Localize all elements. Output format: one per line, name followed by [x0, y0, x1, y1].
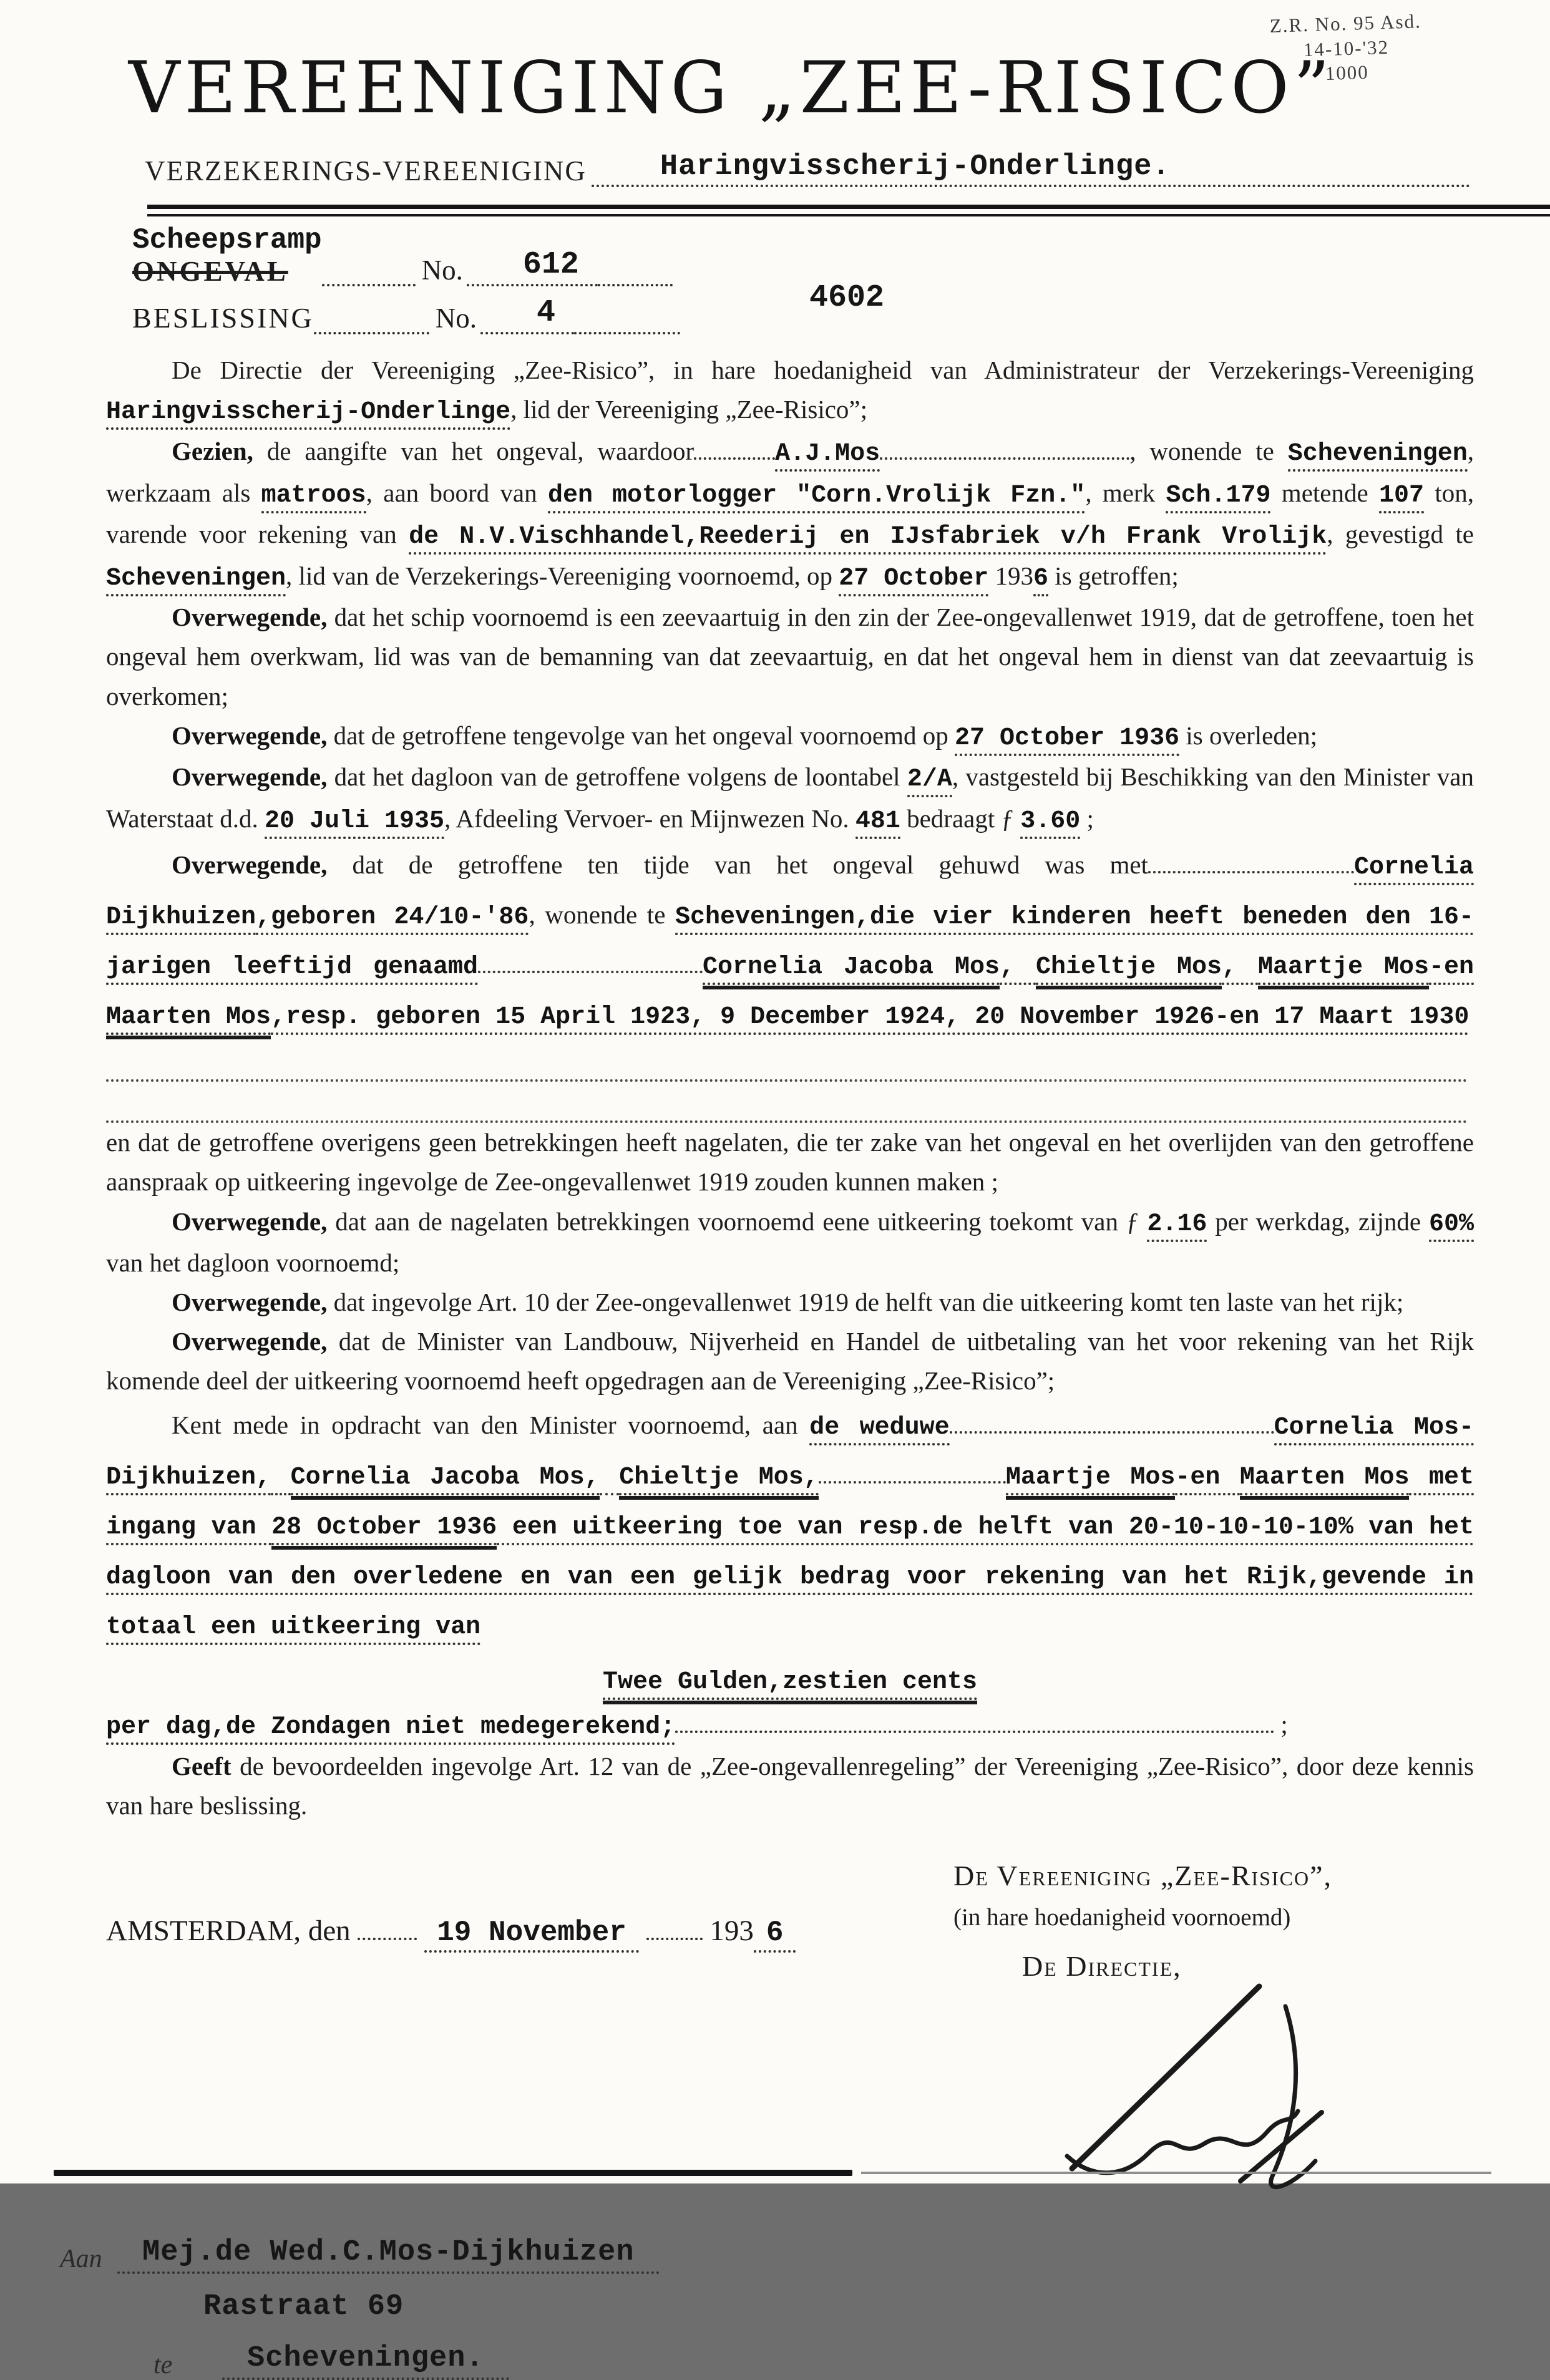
dotted-fill — [646, 1914, 703, 1940]
printed-text-bold: Overwegende, — [172, 603, 328, 632]
para-gezien — [106, 432, 1474, 598]
typed-text: 60% — [1429, 1210, 1474, 1242]
organisation-row — [145, 150, 1470, 187]
printed-text: dat de getroffene tengevolge van het ongeval voornoemd op — [327, 721, 955, 750]
case-type — [132, 225, 322, 286]
place-label: AMSTERDAM, den — [106, 1914, 351, 1947]
dotted-fill — [598, 276, 673, 286]
printed-text: dat het dagloon van de getroffene volgens de loontabel — [327, 762, 907, 792]
para-overwegende-minister — [106, 1322, 1474, 1401]
printed-text: , vastgesteld bij Beschikking van den Minister van Waterstaat d.d. — [106, 762, 1474, 833]
printed-text: , lid van de Verzekerings-Vereeniging voornoemd, op — [286, 561, 839, 590]
date-typed: 19 November — [424, 1916, 639, 1953]
para-per-dag — [106, 1705, 1474, 1747]
typed-text: -en — [1429, 953, 1474, 985]
printed-text-bold: Geeft — [172, 1751, 232, 1780]
typed-text: A.J.Mos — [775, 440, 880, 472]
typed-text: 3.60 — [1020, 807, 1080, 839]
printed-text-bold: Gezien, — [172, 436, 253, 465]
printed-text: , Afdeeling Vervoer- en Mijnwezen No. — [444, 804, 855, 833]
typed-text: matroos — [261, 482, 366, 513]
printed-text: ; — [1080, 804, 1094, 833]
case-block — [132, 225, 1470, 334]
printed-text: dat aan de nagelaten betrekkingen voornoemd eene uitkeering toekomt van ƒ — [327, 1207, 1148, 1236]
dotted-blank — [880, 438, 1129, 460]
stamp-line: 14-10-'32 — [1303, 36, 1390, 61]
stamp-line: Z.R. No. 95 Asd. — [1269, 10, 1422, 37]
printed-text: per werkdag, zijnde — [1207, 1207, 1429, 1236]
printed-text: , merk — [1085, 478, 1166, 507]
para-overwegende-gehuwd — [106, 841, 1474, 1041]
printed-text: dat de getroffene ten tijde van het ongeval gehuwd was met — [327, 850, 1148, 879]
printed-text: De Directie der Vereeniging „Zee-Risico”, in hare hoedanigheid van Administrateur der Verzekerings-Vereeniging — [172, 356, 1474, 385]
street: Rastraat 69 — [203, 2290, 404, 2324]
typed-text-underlined: Cornelia Mos-Dijkhuizen, — [106, 1414, 1474, 1495]
decision-number: 4 — [536, 295, 555, 331]
printed-text: dat de Minister van Landbouw, Nijverheid en Handel de uitbetaling van het voor rekening van het Rijk komende deel der uitkeering voornoemd heeft opgedragen aan de Vereeniging „Zee-Risico”; — [106, 1327, 1474, 1396]
address-row — [60, 2342, 1550, 2380]
typed-text-underlined: Cornelia Jacoba Mos, — [291, 1464, 600, 1495]
case-number: 612 — [522, 247, 579, 283]
addressee-line — [117, 2236, 660, 2274]
street-line — [178, 2290, 429, 2326]
case-type-struck-word: ONGEVAL — [132, 255, 288, 287]
typed-text: 20 Juli 1935 — [265, 807, 444, 839]
decision-number-line — [480, 295, 574, 334]
city: Scheveningen. — [247, 2342, 484, 2376]
dotted-fill — [358, 1914, 417, 1940]
para-overwegende-uitkeering — [106, 1202, 1474, 1283]
year-printed: 193 — [709, 1914, 754, 1947]
typed-text: een uitkeering toe van resp.de helft van 20-10-10-10-10% van het dagloon van den overledene en van een gelijk bedrag voor rekening van het Rijk,gevende in totaal een uitkeering van — [106, 1513, 1474, 1645]
printers-stamp — [1269, 9, 1423, 88]
typed-text: ,resp. geboren 15 April 1923, 9 December 1924, 20 November 1926-en 17 Maart 1930 — [271, 1003, 1469, 1035]
typed-text: 107 — [1379, 482, 1424, 513]
address-row — [60, 2236, 1550, 2274]
printed-text: , lid der Vereeniging „Zee-Risico”; — [510, 395, 868, 424]
para-directie — [106, 351, 1474, 432]
decision-label: BESLISSING — [132, 302, 314, 334]
typed-text: met ingang van — [106, 1464, 1474, 1545]
typed-text-underlined: Cornelia Jacoba Mos — [703, 953, 1000, 985]
case-type-typed: Scheepsramp — [132, 224, 322, 256]
typed-text: 2/A — [907, 765, 952, 797]
year-typed: 6 — [754, 1916, 796, 1953]
scan-artifact-bar-light — [861, 2172, 1491, 2174]
printed-text: , aan boord van — [366, 478, 548, 507]
printed-text: ; — [1274, 1710, 1288, 1739]
addressee-name: Mej.de Wed.C.Mos-Dijkhuizen — [142, 2236, 635, 2270]
te-label: te — [154, 2351, 173, 2380]
para-kent-mede — [106, 1401, 1474, 1651]
printed-text: bedraagt ƒ — [900, 804, 1021, 833]
dotted-fill — [314, 324, 429, 334]
typed-text-underlined: Twee Gulden,zestien cents — [603, 1668, 977, 1700]
typed-text-underlined: Maartje Mos — [1006, 1464, 1176, 1495]
typed-text: per dag,de Zondagen niet medegerekend; — [106, 1713, 675, 1745]
typed-text: den motorlogger "Corn.Vrolijk Fzn." — [548, 482, 1085, 513]
signature-block — [953, 1854, 1490, 2199]
no-label: No. — [421, 255, 463, 286]
printed-text: Kent mede in opdracht van den Minister voornoemd, aan — [172, 1410, 810, 1439]
printed-text-bold: Overwegende, — [172, 1327, 328, 1356]
dotted-rule — [106, 1041, 1468, 1082]
printed-text-bold: Overwegende, — [172, 850, 328, 879]
typed-text: 2.16 — [1147, 1210, 1207, 1242]
dotted-blank — [694, 438, 775, 460]
typed-text — [600, 1464, 620, 1495]
printed-text: de aangifte van het ongeval, waardoor — [253, 436, 695, 465]
printed-text: ton, varende voor rekening van — [106, 478, 1474, 549]
para-geeft — [106, 1747, 1474, 1825]
printed-text-bold: Overwegende, — [172, 1207, 328, 1236]
printed-text: 193 — [988, 561, 1034, 590]
address-block — [60, 2236, 1550, 2380]
printed-text: de bevoordeelden ingevolge Art. 12 van de „Zee-ongevallenregeling” der Vereeniging „Zee-Risico”, door deze kennis van hare beslissing. — [106, 1751, 1474, 1820]
typed-text-underlined: Maarten Mos — [1240, 1464, 1410, 1495]
typed-text: Scheveningen — [1288, 440, 1468, 472]
printed-text: dat het schip voornoemd is een zeevaartuig in den zin der Zee-ongevallenwet 1919, dat de getroffene, toen het ongeval hem overkwam, lid was van de bemanning van dat zeevaartuig, en dat het ongeval hem in dienst van dat zeevaartuig is overkomen; — [106, 603, 1474, 711]
para-overwegende-overleden — [106, 716, 1474, 758]
address-row — [60, 2290, 1550, 2326]
document-title: VEREENIGING „ZEE-RISICO” — [129, 46, 1335, 129]
typed-text: Scheveningen — [106, 565, 286, 596]
dotted-blank — [819, 1462, 1006, 1484]
printed-text: , wonende te — [1129, 436, 1288, 465]
typed-text: -en — [1175, 1464, 1240, 1495]
typed-text-underlined: Maartje Mos — [1258, 953, 1429, 985]
printed-text-bold: Overwegende, — [172, 721, 328, 750]
typed-text: Scheveningen,die vier kinderen heeft beneden den 16-jarigen leeftijd genaamd — [106, 903, 1474, 985]
typed-text: , — [1000, 953, 1036, 985]
printed-text-bold: Overwegende, — [172, 762, 328, 792]
printed-text: , wonende te — [529, 900, 675, 929]
signature-directie-label: De Directie, — [1022, 1950, 1182, 1983]
printed-text: dat ingevolge Art. 10 der Zee-ongevallenwet 1919 de helft van die uitkeering komt ten laste van het rijk; — [327, 1288, 1404, 1317]
typed-text-underlined: Cornelia Dijkhuizen — [106, 853, 1474, 935]
decision-row — [132, 295, 1470, 334]
signature-organisation: De Vereeniging „Zee-Risico”, — [953, 1859, 1332, 1892]
city-line — [222, 2342, 509, 2380]
typed-text: Haringvisscherij-Onderlinge — [106, 398, 510, 430]
printed-text: en dat de getroffene overigens geen betrekkingen heeft nagelaten, die ter zake van het ongeval en het overlijden van den getroffene aanspraak op uitkeering ingevolge de Zee-ongevallenwet 1919 zouden kunnen maken ; — [106, 1128, 1474, 1197]
organisation-label: VERZEKERINGS-VEREENIGING — [145, 155, 587, 187]
dotted-blank — [478, 951, 703, 973]
dotted-blank — [675, 1711, 1274, 1733]
typed-text: de N.V.Vischhandel,Reederij en IJsfabriek v/h Frank Vrolijk — [409, 523, 1327, 555]
dotted-fill — [322, 276, 416, 286]
typed-text — [271, 1464, 291, 1495]
para-overwegende-art10 — [106, 1283, 1474, 1322]
dotted-blank — [1148, 852, 1354, 873]
typed-text-underlined: Chieltje Mos — [1036, 953, 1222, 985]
printed-text: metende — [1270, 478, 1380, 507]
para-geen-betrekkingen — [106, 1123, 1474, 1202]
scan-artifact-bar — [54, 2170, 852, 2176]
organisation-typed-value: Haringvisscherij-Onderlinge. — [660, 150, 1171, 183]
typed-text-underlined: Chieltje Mos, — [619, 1464, 819, 1495]
printed-text: is getroffen; — [1048, 561, 1179, 590]
typed-text: 6 — [1033, 565, 1048, 596]
typed-text: Sch.179 — [1166, 482, 1270, 513]
handwritten-signature — [1053, 1969, 1378, 2193]
printed-text-bold: Overwegende, — [172, 1288, 328, 1317]
printed-text: van het dagloon voornoemd; — [106, 1248, 400, 1278]
printed-text: is overleden; — [1179, 721, 1317, 750]
typed-text-underlined: Maarten Mos — [106, 1003, 271, 1035]
stamp-line: 1000 — [1325, 61, 1370, 85]
case-row — [132, 225, 1470, 286]
file-number: 4602 — [809, 280, 885, 316]
typed-text: ,geboren 24/10-'86 — [256, 903, 529, 935]
dotted-blank — [950, 1412, 1274, 1434]
typed-text: de weduwe — [809, 1414, 949, 1445]
case-number-line — [467, 247, 598, 286]
dotted-rule — [106, 1082, 1468, 1123]
aan-label: Aan — [60, 2245, 102, 2274]
double-rule — [147, 205, 1550, 216]
typed-text-underlined: 28 October 1936 — [271, 1513, 497, 1545]
typed-text: 27 October 1936 — [955, 724, 1179, 756]
printed-text: , gevestigd te — [1327, 520, 1474, 549]
dotted-fill — [574, 324, 680, 334]
typed-text: , — [1222, 953, 1258, 985]
typed-text: 27 October — [839, 565, 988, 596]
closing-row — [106, 1854, 1490, 2199]
typed-text: 481 — [855, 807, 900, 839]
document-body — [0, 334, 1550, 1825]
no-label: No. — [435, 303, 477, 334]
organisation-fill-line — [592, 150, 1470, 187]
para-overwegende-schip — [106, 598, 1474, 716]
date-line — [106, 1854, 953, 1949]
para-bedrag — [106, 1660, 1474, 1702]
para-overwegende-dagloon — [106, 757, 1474, 840]
printed-text: , werkzaam als — [106, 436, 1474, 507]
signature-capacity: (in hare hoedanigheid voornoemd) — [953, 1903, 1291, 1931]
